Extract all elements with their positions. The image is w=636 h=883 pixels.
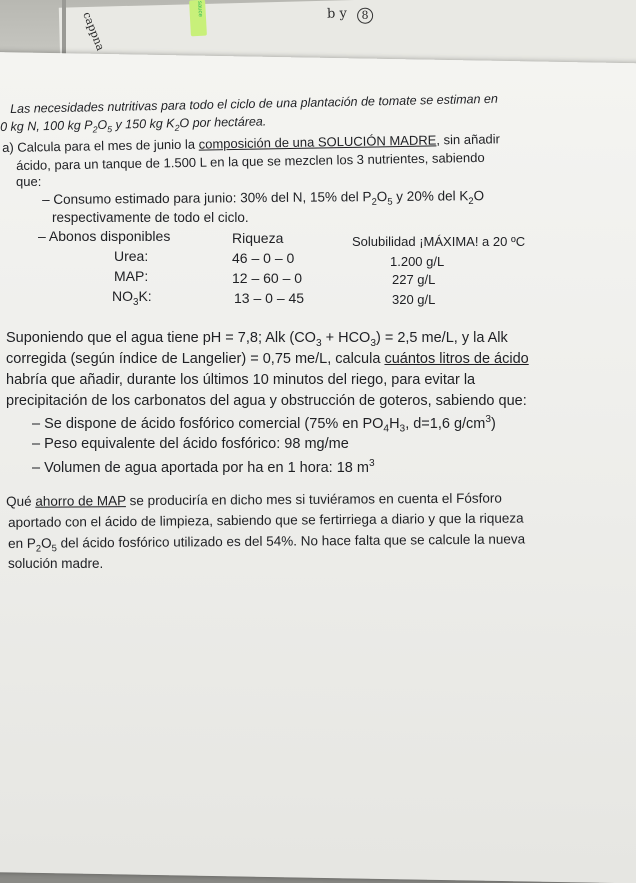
- fertilizer-solubility: 320 g/L: [392, 292, 436, 307]
- subscript: 2: [92, 124, 98, 135]
- fertilizer-name: Urea:: [114, 248, 149, 264]
- part-b-line-1: [6, 330, 508, 349]
- fertilizer-name-part: NO: [112, 288, 133, 304]
- part-c-line-2: aportado con el ácido de limpieza, sabiendo que se fertirriega a diario y que la riqueza: [8, 510, 524, 530]
- left-handwritten-mark: cappna: [80, 10, 108, 53]
- part-b-text: + HCO: [321, 330, 371, 346]
- subscript: 5: [387, 196, 393, 208]
- part-b-underlined: cuántos litros de ácido: [384, 351, 529, 367]
- intro-line-1: Las necesidades nutritivas para todo el ciclo de una plantación de tomate se estiman en: [10, 91, 498, 116]
- part-a-line-2: ácido, para un tanque de 1.500 L en la que se mezclen los 3 nutrientes, sabiendo: [16, 149, 485, 173]
- fertilizer-name-part: K:: [138, 288, 152, 304]
- part-b-text: Suponiendo que el agua tiene pH = 7,8; Alk (CO: [6, 330, 316, 346]
- part-b-item-2: – Peso equivalente del ácido fosfórico: 98 mg/me: [32, 436, 349, 452]
- part-c-line-3: [8, 531, 525, 554]
- subscript: 3: [133, 296, 139, 308]
- subscript: 3: [315, 337, 322, 349]
- circled-number: 8: [357, 8, 373, 24]
- fertilizer-name: MAP:: [114, 268, 149, 284]
- consumo-text: – Consumo estimado para junio: 30% del N, 15% del P: [42, 189, 372, 207]
- part-c-line-4: solución madre.: [8, 556, 104, 571]
- item-text: – Se dispone de ácido fosfórico comercial (75% en PO: [32, 415, 384, 432]
- intro-text: y 150 kg K: [111, 116, 175, 132]
- part-a-text: a) Calcula para el mes de junio la: [2, 136, 199, 155]
- subscript: 2: [371, 196, 377, 208]
- part-c-line-1: [6, 491, 502, 509]
- item-text: ): [491, 415, 496, 432]
- subscript: 2: [468, 195, 474, 207]
- handwritten-mark: b y: [326, 6, 348, 22]
- part-b-text: corregida (según índice de Langelier) = 0,75 me/L, calcula: [6, 351, 385, 367]
- part-a-text: , sin añadir: [436, 131, 501, 148]
- fertilizer-name: [112, 288, 152, 308]
- solubilidad-header: Solubilidad ¡MÁXIMA! a 20 ºC: [352, 234, 526, 249]
- marker-label: sauce: [196, 0, 203, 18]
- part-b-line-2: [6, 351, 529, 367]
- abonos-label: – Abonos disponibles: [38, 228, 171, 244]
- intro-text: 0 kg N, 100 kg P: [0, 118, 93, 134]
- superscript: 3: [485, 414, 492, 425]
- consumo-text: O: [376, 188, 388, 205]
- intro-text: O por hectárea.: [179, 114, 267, 131]
- item-text: H: [389, 415, 400, 432]
- subscript: 2: [35, 543, 42, 555]
- part-a-line-3: que:: [16, 174, 42, 189]
- subscript: 4: [383, 423, 390, 435]
- part-c-text: Qué: [6, 493, 36, 509]
- part-a-underlined: composición de una SOLUCIÓN MADRE: [198, 132, 437, 152]
- part-c-text: del ácido fosfórico utilizado es del 54%. No hace falta que se calcule la nueva: [56, 531, 526, 551]
- riqueza-header: Riqueza: [232, 230, 284, 246]
- part-b-text: ) = 2,5 me/L, y la Alk: [375, 330, 508, 346]
- fertilizer-riqueza: 46 – 0 – 0: [232, 250, 295, 266]
- subscript: 3: [399, 423, 406, 435]
- part-c-underlined: ahorro de MAP: [35, 493, 126, 509]
- consumo-text: y 20% del K: [392, 188, 469, 204]
- consumo-line-1: [42, 188, 484, 211]
- subscript: 5: [51, 543, 57, 555]
- part-b-item-3: [32, 458, 375, 476]
- fertilizer-riqueza: 13 – 0 – 45: [234, 290, 305, 306]
- part-b-line-3: habría que añadir, durante los últimos 10 minutos del riego, para evitar la: [6, 372, 476, 388]
- intro-line-2: [0, 114, 266, 136]
- part-c-text: en P: [8, 535, 36, 551]
- intro-text: O: [97, 117, 108, 132]
- item-text: – Volumen de agua aportada por ha en 1 hora: 18 m: [32, 459, 369, 476]
- part-c-text: O: [41, 535, 52, 551]
- superscript: 3: [368, 458, 375, 469]
- fertilizer-solubility: 227 g/L: [392, 272, 436, 287]
- part-b-item-1: [32, 414, 496, 435]
- consumo-text: O: [473, 188, 485, 204]
- fertilizer-riqueza: 12 – 60 – 0: [232, 270, 303, 286]
- subscript: 3: [370, 337, 376, 349]
- item-text: , d=1,6 g/cm: [405, 415, 486, 432]
- subscript: 5: [107, 124, 113, 135]
- consumo-line-2: respectivamente de todo el ciclo.: [52, 210, 249, 225]
- fertilizer-solubility: 1.200 g/L: [390, 254, 445, 269]
- part-c-text: se produciría en dicho mes si tuviéramos en cuenta el Fósforo: [125, 490, 502, 509]
- subscript: 2: [174, 122, 180, 133]
- part-b-line-4: precipitación de los carbonatos del agua y obstrucción de goteros, sabiendo que:: [6, 393, 527, 409]
